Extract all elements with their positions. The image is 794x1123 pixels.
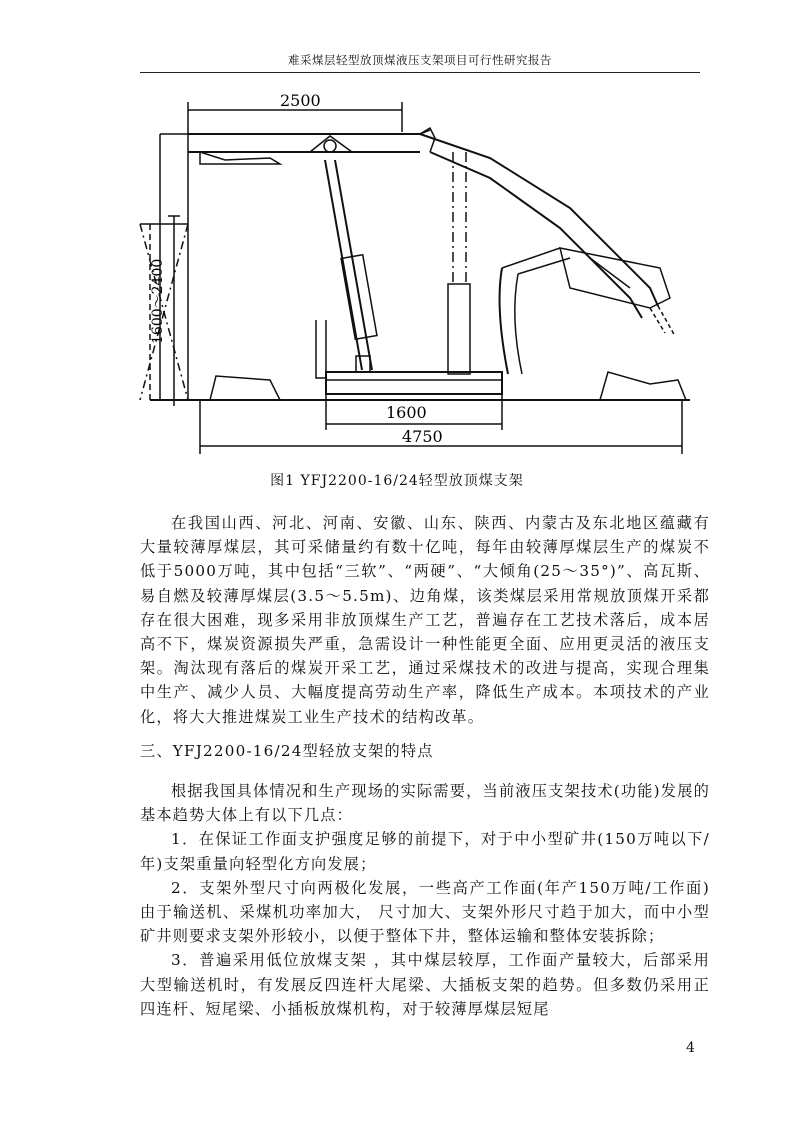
list-item: 2．支架外型尺寸向两极化发展，一些高产工作面(年产150万吨/工作面)由于输送机、采煤机功率加大， 尺寸加大、支架外形尺寸趋于加大，而中小型矿井则要求支架外形较小，以便于整体下井，整体运输和整体安装拆除； xyxy=(140,878,710,946)
support-diagram xyxy=(130,88,700,468)
paragraph-trends xyxy=(140,779,710,1021)
paragraph-coal-seams: 在我国山西、河北、河南、安徽、山东、陕西、内蒙古及东北地区蕴藏有大量较薄厚煤层，其可采储量约有数十亿吨，每年由较薄厚煤层生产的煤炭不低于5000万吨，其中包括“三软”、“两硬”、“大倾角(25～35°)”、高瓦斯、易自燃及较薄厚煤层(3.5～5.5m)、边角煤，该类煤层采用常规放顶煤开采都存在很大困难，现多采用非放顶煤生产工艺，普遍存在工艺技术落后，成本居高不下，煤炭资源损失严重，急需设计一种性能更全面、应用更灵活的液压支架。淘汰现有落后的煤炭开采工艺，通过采煤技术的改进与提高，实现合理集中生产、减少人员、大幅度提高劳动生产率，降低生产成本。本项技术的产业化，将大大推进煤炭工业生产技术的结构改革。 xyxy=(140,514,710,726)
dim-label-top: 2500 xyxy=(280,91,321,110)
section-heading: 三、YFJ2200-16/24型轻放支架的特点 xyxy=(140,742,434,760)
page-number: 4 xyxy=(686,1040,695,1056)
list-item: 1．在保证工作面支护强度足够的前提下，对于中小型矿井(150万吨以下/年)支架重量向轻型化方向发展； xyxy=(140,830,710,873)
support-drawing xyxy=(130,88,700,468)
list-item: 3．普遍采用低位放煤支架 ，其中煤层较厚，工作面产量较大，后部采用大型输送机时，有发展反四连杆大尾梁、大插板支架的趋势。但多数仍采用正四连杆、短尾梁、小插板放煤机构，对于较薄厚煤层短尾 xyxy=(140,951,710,1018)
figure-caption: 图1 YFJ2200-16/24轻型放顶煤支架 xyxy=(270,473,524,489)
dim-label-total: 4750 xyxy=(402,427,443,446)
dim-label-side: 1600～2400 xyxy=(150,258,166,344)
page-header: 难采煤层轻型放顶煤液压支架项目可行性研究报告 xyxy=(140,52,700,73)
dim-label-base: 1600 xyxy=(386,403,427,422)
paragraph-trends-intro: 根据我国具体情况和生产现场的实际需要，当前液压支架技术(功能)发展的基本趋势大体上有以下几点： xyxy=(140,782,710,825)
